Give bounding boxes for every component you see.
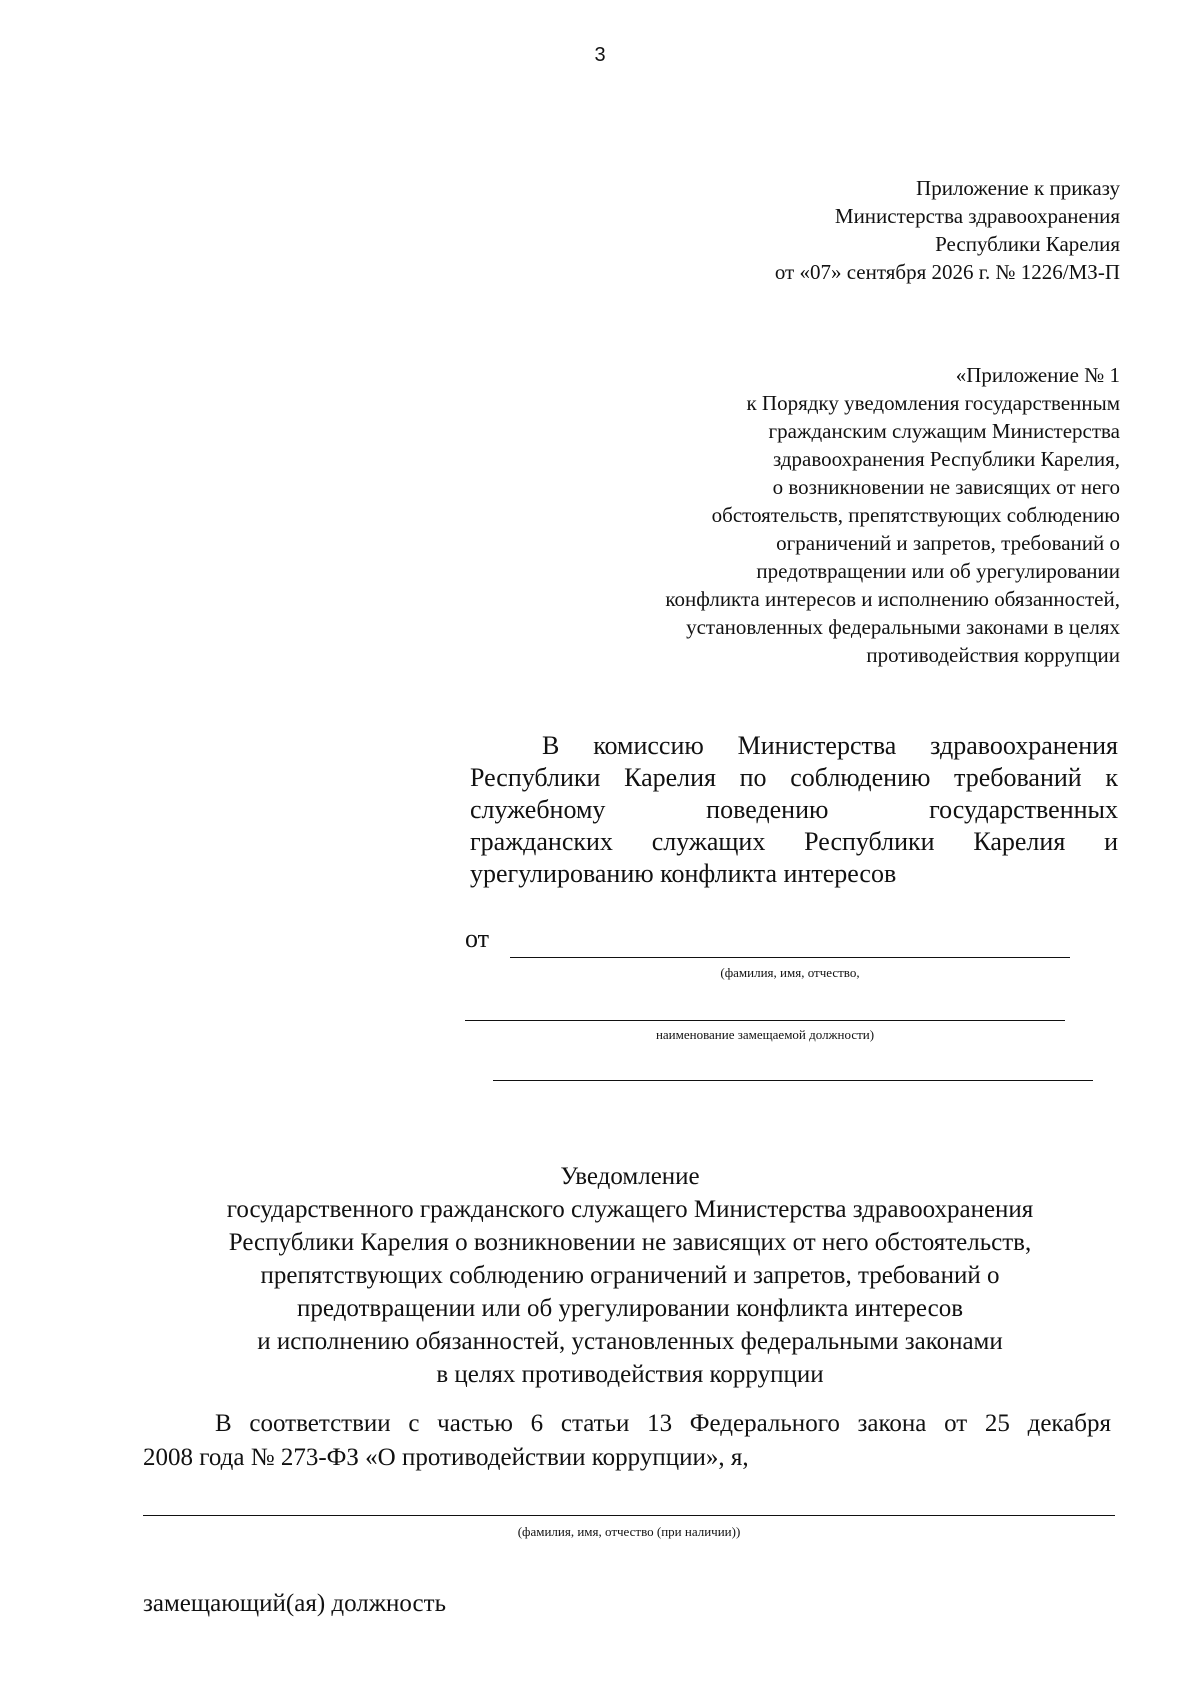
from-position-field[interactable] [465, 1020, 1065, 1021]
appendix-line: к Порядку уведомления государственным [746, 391, 1120, 415]
addressee-line: гражданских служащих Республики Карелия и [470, 827, 1118, 856]
from-extra-field[interactable] [493, 1080, 1093, 1081]
appendix-header [665, 361, 1120, 669]
body-line: В соответствии с частью 6 статьи 13 Федерального закона от 25 декабря [215, 1410, 1111, 1437]
addressee-line: В комиссию Министерства здравоохранения [542, 731, 1118, 760]
from-name-caption: (фамилия, имя, отчество, [720, 965, 860, 980]
body-paragraph [143, 1407, 1111, 1475]
body-line: 2008 года № 273-ФЗ «О противодействии коррупции», я, [143, 1444, 749, 1471]
approval-stamp [775, 174, 1120, 286]
fio-field[interactable] [143, 1515, 1115, 1516]
appendix-line: ограничений и запретов, требований о [776, 531, 1120, 555]
appendix-line: конфликта интересов и исполнению обязанностей, [665, 587, 1120, 611]
appendix-line: «Приложение № 1 [955, 363, 1120, 387]
approval-line: от «07» сентября 2026 г. № 1226/МЗ-П [774, 260, 1120, 284]
approval-line: Приложение к приказу [916, 176, 1120, 200]
page-number: 3 [594, 44, 606, 66]
appendix-line: обстоятельств, препятствующих соблюдению [711, 503, 1120, 527]
notice-subtitle-line: предотвращении или об урегулировании конфликта интересов [296, 1295, 964, 1322]
appendix-line: противодействия коррупции [866, 643, 1120, 667]
appendix-line: здравоохранения Республики Карелия, [772, 447, 1120, 471]
position-label: замещающий(ая) должность [143, 1590, 446, 1617]
notice-subtitle-line: и исполнению обязанностей, установленных федеральными законами [257, 1328, 1003, 1355]
from-name-field[interactable] [510, 957, 1070, 958]
from-position-caption: наименование замещаемой должности) [655, 1027, 875, 1042]
approval-line: Министерства здравоохранения [834, 204, 1120, 228]
addressee-line: служебному поведению государственных [470, 795, 1118, 824]
fio-caption: (фамилия, имя, отчество (при наличии)) [517, 1524, 741, 1539]
addressee-line: урегулированию конфликта интересов [470, 859, 897, 888]
notice-subtitle-line: препятствующих соблюдению ограничений и запретов, требований о [260, 1262, 1000, 1289]
addressee-block [470, 730, 1118, 890]
notice-title: Уведомление [560, 1163, 700, 1190]
approval-line: Республики Карелия [935, 232, 1120, 256]
notice-subtitle-line: в целях противодействия коррупции [436, 1361, 824, 1388]
from-label: от [465, 924, 490, 953]
notice-title-block [130, 1160, 1130, 1391]
appendix-line: о возникновении не зависящих от него [772, 475, 1120, 499]
notice-subtitle-line: Республики Карелия о возникновении не зависящих от него обстоятельств, [228, 1229, 1032, 1256]
addressee-line: Республики Карелия по соблюдению требований к [470, 763, 1118, 792]
appendix-line: предотвращении или об урегулировании [756, 559, 1120, 583]
appendix-line: гражданским служащим Министерства [768, 419, 1120, 443]
appendix-line: установленных федеральными законами в целях [686, 615, 1120, 639]
notice-subtitle-line: государственного гражданского служащего Министерства здравоохранения [226, 1196, 1034, 1223]
